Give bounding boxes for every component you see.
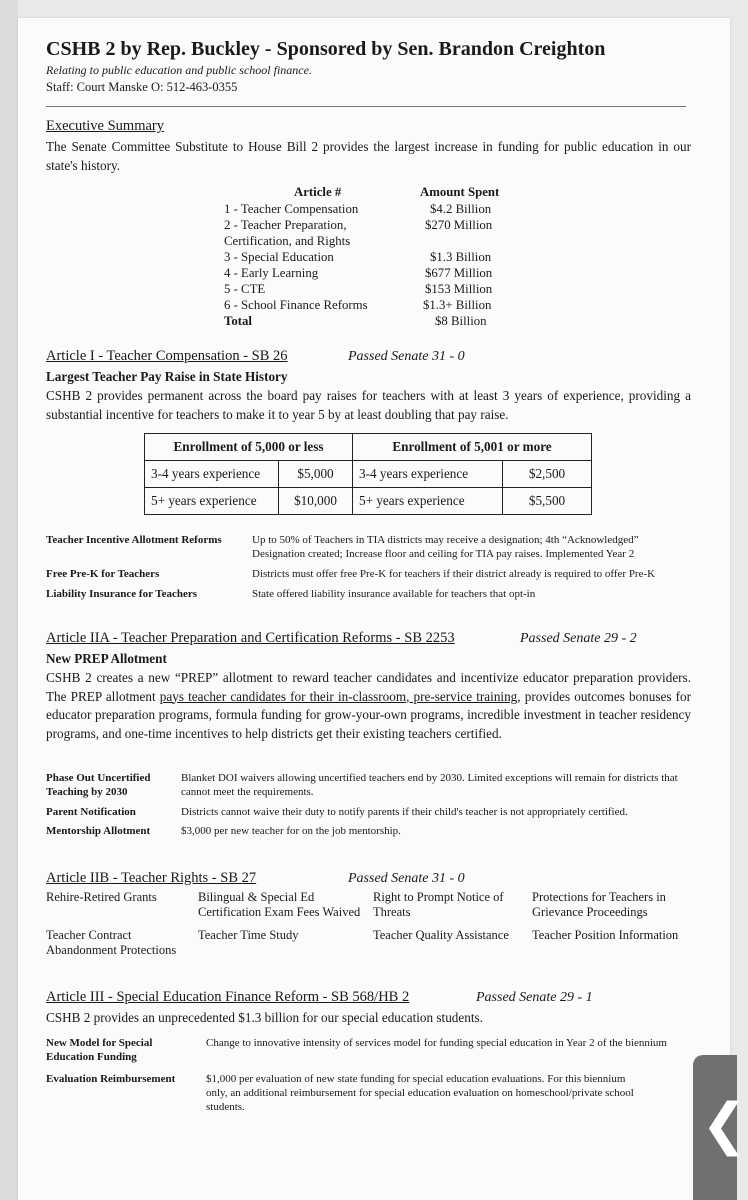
article2a-subhead: New PREP Allotment — [46, 651, 167, 666]
summary-row-amount: $677 Million — [425, 266, 493, 280]
executive-summary-heading: Executive Summary — [46, 118, 164, 134]
pay-table-cell: $10,000 — [279, 488, 353, 515]
article2a-item-label: Parent Notification — [46, 806, 136, 818]
article2a-text-part: CSHB 2 creates a new “PREP” allotment to reward teacher candidates and incentivize educator preparation providers. The PREP allotment — [46, 670, 691, 704]
pay-table-cell: 5+ years experience — [353, 488, 503, 515]
article2a-item-value: Districts cannot waive their duty to notify parents if their child's teacher is not appropriately certified. — [181, 806, 628, 818]
summary-total-amount: $8 Billion — [435, 314, 487, 328]
article3-text: CSHB 2 provides an unprecedented $1.3 billion for our special education students. — [46, 1010, 483, 1025]
staff-contact: Staff: Court Manske O: 512-463-0355 — [46, 80, 238, 94]
article1-item-value: Up to 50% of Teachers in TIA districts may receive a designation; 4th “Acknowledged” Designation created; Increase floor and ceiling for TIA pay raises. Implemented Year 2 — [252, 534, 639, 560]
executive-summary-text: The Senate Committee Substitute to House Bill 2 provides the largest increase in funding for public education in our state's history. — [46, 139, 691, 173]
pay-table-cell: 5+ years experience — [145, 488, 279, 515]
article2a-item-value: Blanket DOI waivers allowing uncertified teachers end by 2030. Limited exceptions will remain for districts that cannot meet the requirements. — [181, 772, 678, 798]
document-subtitle: Relating to public education and public school finance. — [46, 63, 312, 77]
summary-col-amount: Amount Spent — [420, 185, 500, 199]
pay-table-cell: 3-4 years experience — [353, 461, 503, 488]
pay-table-head-large: Enrollment of 5,001 or more — [353, 434, 592, 461]
summary-row-amount: $270 Million — [425, 218, 493, 232]
summary-row-article: 4 - Early Learning — [224, 266, 319, 280]
summary-row-article: Certification, and Rights — [224, 234, 351, 248]
summary-total-label: Total — [224, 314, 252, 328]
article2a-text-part: , provides outcomes bonuses for educator preparation programs, formula funding for grow-your-own programs, incredible investment in teacher residency programs, and one-time incentives to help districts get their existing teachers certified. — [46, 688, 691, 741]
article2a-item-label: Mentorship Allotment — [46, 825, 151, 837]
article1-passed: Passed Senate 31 - 0 — [348, 349, 465, 364]
summary-row-amount: $4.2 Billion — [430, 202, 492, 216]
summary-row-article: 6 - School Finance Reforms — [224, 298, 368, 312]
article1-item-label: Teacher Incentive Allotment Reforms — [46, 534, 222, 546]
article1-heading: Article I - Teacher Compensation - SB 26 — [46, 348, 288, 364]
chevron-left-icon: ❮ — [701, 1092, 748, 1157]
teacher-rights-item: Teacher Time Study — [198, 928, 299, 942]
summary-row-article: 3 - Special Education — [224, 250, 334, 264]
article2b-heading: Article IIB - Teacher Rights - SB 27 — [46, 870, 257, 886]
viewer-left-margin — [0, 0, 18, 1200]
teacher-rights-item: Teacher Position Information — [532, 928, 679, 942]
pay-raise-table — [144, 433, 592, 515]
article2a-passed: Passed Senate 29 - 2 — [520, 631, 637, 646]
summary-row-amount: $153 Million — [425, 282, 493, 296]
article2a-item-value: $3,000 per new teacher for on the job mentorship. — [181, 825, 401, 837]
teacher-rights-item: Rehire-Retired Grants — [46, 890, 157, 904]
article2a-text-underlined: pays teacher candidates for their in-classroom, pre-service training — [159, 688, 518, 704]
pay-table-cell: $5,500 — [503, 488, 592, 515]
header-divider — [46, 106, 686, 107]
article1-subhead: Largest Teacher Pay Raise in State History — [46, 369, 288, 384]
pay-table-cell: 3-4 years experience — [145, 461, 279, 488]
summary-col-article: Article # — [294, 185, 342, 199]
article3-heading: Article III - Special Education Finance Reform - SB 568/HB 2 — [46, 989, 410, 1005]
article1-item-value: State offered liability insurance available for teachers that opt-in — [252, 588, 536, 600]
side-panel-handle[interactable] — [693, 1055, 748, 1200]
summary-row-article: 1 - Teacher Compensation — [224, 202, 359, 216]
summary-row-article: 5 - CTE — [224, 282, 266, 296]
article1-text: CSHB 2 provides permanent across the board pay raises for teachers with at least 3 years of experience, providing a substantial incentive for teachers to make it to year 5 by at least doubling that pay raise. — [46, 388, 691, 422]
summary-row-article: 2 - Teacher Preparation, — [224, 218, 347, 232]
article1-item-label: Free Pre-K for Teachers — [46, 568, 160, 580]
article3-item-label: New Model for Special Education Funding — [46, 1037, 153, 1063]
article2b-passed: Passed Senate 31 - 0 — [348, 871, 465, 886]
article3-item-label: Evaluation Reimbursement — [46, 1073, 176, 1085]
pay-table-cell: $5,000 — [279, 461, 353, 488]
document-title: CSHB 2 by Rep. Buckley - Sponsored by Sen. Brandon Creighton — [46, 38, 606, 60]
pay-table-head-small: Enrollment of 5,000 or less — [145, 434, 353, 461]
pay-table-cell: $2,500 — [503, 461, 592, 488]
article1-item-value: Districts must offer free Pre-K for teachers if their district already is required to offer Pre-K — [252, 568, 656, 580]
article3-passed: Passed Senate 29 - 1 — [476, 990, 593, 1005]
teacher-rights-item: Bilingual & Special Ed Certification Exam Fees Waived — [198, 890, 361, 919]
article2a-heading: Article IIA - Teacher Preparation and Certification Reforms - SB 2253 — [46, 630, 455, 646]
teacher-rights-item: Right to Prompt Notice of Threats — [373, 890, 504, 919]
article2a-text — [46, 669, 691, 743]
article1-item-label: Liability Insurance for Teachers — [46, 588, 198, 600]
teacher-rights-item: Teacher Quality Assistance — [373, 928, 509, 942]
article3-item-value: $1,000 per evaluation of new state funding for special education evaluations. For this biennium only, an additional reimbursement for special education evaluation on homeschool/private school students. — [206, 1073, 634, 1113]
document-page — [18, 18, 730, 1200]
summary-row-amount: $1.3 Billion — [430, 250, 492, 264]
article3-item-value: Change to innovative intensity of services model for funding special education in Year 2 of the biennium — [206, 1037, 667, 1049]
teacher-rights-item: Teacher Contract Abandonment Protections — [46, 928, 177, 957]
teacher-rights-item: Protections for Teachers in Grievance Proceedings — [532, 890, 666, 919]
summary-row-amount: $1.3+ Billion — [423, 298, 492, 312]
article2a-item-label: Phase Out Uncertified Teaching by 2030 — [46, 772, 151, 798]
